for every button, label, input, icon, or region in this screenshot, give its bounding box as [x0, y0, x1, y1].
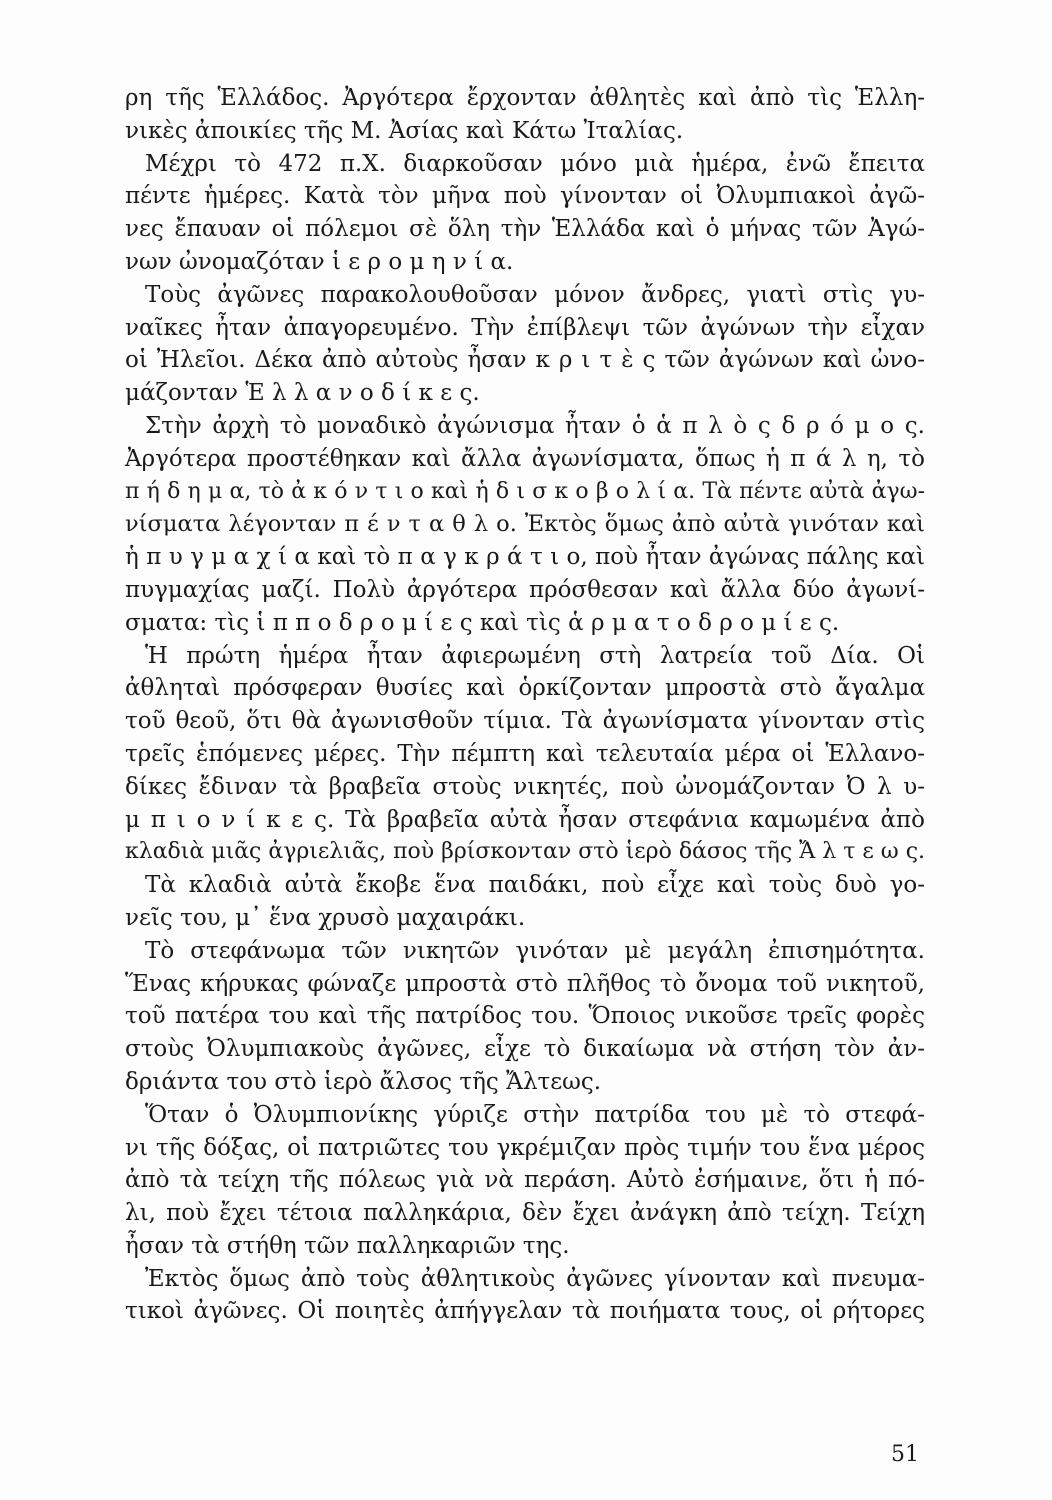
text-line: Ἀργότερα προστέθηκαν καὶ ἄλλα ἀγωνίσματα, ὅπως ἡ π ά λ η, τὸ	[125, 445, 925, 472]
text-line: νικὲς ἀποικίες τῆς Μ. Ἀσίας καὶ Κάτω Ἰταλίας.	[125, 117, 684, 144]
text-line: τικοὶ ἀγῶνες. Οἱ ποιητὲς ἀπήγγελαν τὰ ποιήματα τους, οἱ ρήτορες	[125, 1298, 925, 1325]
text-line: Ἕνας κήρυκας φώναζε μπροστὰ στὸ πλῆθος τὸ ὄνομα τοῦ νικητοῦ,	[125, 970, 925, 997]
text-line: λι, ποὺ ἔχει τέτοια παλληκάρια, δὲν ἔχει ἀνάγκη ἀπὸ τείχη. Τείχη	[125, 1200, 925, 1227]
text-line: Ὅταν ὁ Ὀλυμπιονίκης γύριζε στὴν πατρίδα του μὲ τὸ στεφά-	[145, 1101, 925, 1128]
text-line: ἀθληταὶ πρόσφεραν θυσίες καὶ ὁρκίζονταν μπροστὰ στὸ ἄγαλμα	[125, 675, 925, 702]
text-line: ναῖκες ἦταν ἀπαγορευμένο. Τὴν ἐπίβλεψι τῶν ἀγώνων τὴν εἶχαν	[125, 314, 925, 341]
text-line: νεῖς του, μ᾽ ἕνα χρυσὸ μαχαιράκι.	[125, 904, 526, 931]
text-line: Μέχρι τὸ 472 π.Χ. διαρκοῦσαν μόνο μιὰ ἡμέρα, ἐνῶ ἔπειτα	[145, 150, 925, 177]
text-line: νι τῆς δόξας, οἱ πατριῶτες του γκρέμιζαν πρὸς τιμήν του ἕνα μέρος	[125, 1134, 925, 1161]
text-line: Τὰ κλαδιὰ αὐτὰ ἔκοβε ἕνα παιδάκι, ποὺ εἶχε καὶ τοὺς δυὸ γο-	[145, 872, 925, 899]
text-line: σματα: τὶς ἱ π π ο δ ρ ο μ ί ε ς καὶ τὶς ἁ ρ μ α τ ο δ ρ ο μ ί ε ς.	[125, 609, 840, 636]
text-line: Στὴν ἀρχὴ τὸ μοναδικὸ ἀγώνισμα ἦταν ὁ ἁ π λ ὸ ς δ ρ ό μ ο ς.	[145, 412, 925, 439]
text-line: νων ὠνομαζόταν ἱ ε ρ ο μ η ν ί α.	[125, 248, 514, 275]
text-line: τρεῖς ἑπόμενες μέρες. Τὴν πέμπτη καὶ τελευταία μέρα οἱ Ἑλλανο-	[125, 740, 925, 767]
text-line: μάζονταν Ἑ λ λ α ν ο δ ί κ ε ς.	[125, 380, 480, 407]
text-line: ἀπὸ τὰ τείχη τῆς πόλεως γιὰ νὰ περάση. Αὐτὸ ἐσήμαινε, ὅτι ἡ πό-	[125, 1167, 925, 1194]
text-line: στοὺς Ὀλυμπιακοὺς ἀγῶνες, εἶχε τὸ δικαίωμα νὰ στήση τὸν ἀν-	[125, 1036, 925, 1063]
body-text	[125, 82, 925, 1328]
text-line: Τοὺς ἀγῶνες παρακολουθοῦσαν μόνον ἄνδρες, γιατὶ στὶς γυ-	[145, 281, 925, 308]
text-line: τοῦ πατέρα του καὶ τῆς πατρίδος του. Ὅποιος νικοῦσε τρεῖς φορὲς	[125, 1003, 925, 1030]
text-line: τοῦ θεοῦ, ὅτι θὰ ἀγωνισθοῦν τίμια. Τὰ ἀγωνίσματα γίνονταν στὶς	[125, 708, 925, 735]
text-line: Τὸ στεφάνωμα τῶν νικητῶν γινόταν μὲ μεγάλη ἐπισημότητα.	[145, 937, 925, 964]
text-line: οἱ Ἠλεῖοι. Δέκα ἀπὸ αὐτοὺς ἦσαν κ ρ ι τ ὲ ς τῶν ἀγώνων καὶ ὠνο-	[125, 347, 925, 374]
text-line: δίκες ἔδιναν τὰ βραβεῖα στοὺς νικητές, ποὺ ὠνομάζονταν Ὀ λ υ-	[125, 773, 925, 800]
text-line: δριάντα του στὸ ἱερὸ ἄλσος τῆς Ἄλτεως.	[125, 1068, 602, 1095]
text-line: Ἐκτὸς ὅμως ἀπὸ τοὺς ἀθλητικοὺς ἀγῶνες γίνονταν καὶ πνευμα-	[145, 1265, 925, 1292]
page-number: 51	[891, 1442, 919, 1467]
text-line: ρη τῆς Ἑλλάδος. Ἀργότερα ἔρχονταν ἀθλητὲς καὶ ἀπὸ τὶς Ἑλλη-	[125, 85, 925, 111]
text-line: κλαδιὰ μιᾶς ἀγριελιᾶς, ποὺ βρίσκονταν στὸ ἱερὸ δάσος τῆς Ἄ λ τ ε ω ς.	[125, 839, 926, 865]
text-line: Ἡ πρώτη ἡμέρα ἦταν ἀφιερωμένη στὴ λατρεία τοῦ Δία. Οἱ	[145, 642, 925, 669]
text-line: πυγμαχίας μαζί. Πολὺ ἀργότερα πρόσθεσαν καὶ ἄλλα δύο ἀγωνί-	[125, 576, 925, 603]
text-line: νες ἔπαυαν οἱ πόλεμοι σὲ ὅλη τὴν Ἑλλάδα καὶ ὁ μήνας τῶν Ἀγώ-	[125, 216, 925, 243]
text-line: μ π ι ο ν ί κ ε ς. Τὰ βραβεῖα αὐτὰ ἦσαν στεφάνια καμωμένα ἀπὸ	[125, 806, 925, 833]
text-line: π ή δ η μ α, τὸ ἀ κ ό ν τ ι ο καὶ ἡ δ ι σ κ ο β ο λ ί α. Τὰ πέντε αὐτὰ ἀγω-	[125, 478, 925, 504]
text-line: ἦσαν τὰ στήθη τῶν παλληκαριῶν της.	[125, 1232, 570, 1259]
text-line: νίσματα λέγονταν π έ ν τ α θ λ ο. Ἐκτὸς ὅμως ἀπὸ αὐτὰ γινόταν καὶ	[125, 511, 925, 538]
text-line: ἡ π υ γ μ α χ ί α καὶ τὸ π α γ κ ρ ά τ ι ο, ποὺ ἦταν ἀγώνας πάλης καὶ	[125, 544, 925, 571]
text-line: πέντε ἡμέρες. Κατὰ τὸν μῆνα ποὺ γίνονταν οἱ Ὀλυμπιακοὶ ἀγῶ-	[125, 183, 925, 210]
